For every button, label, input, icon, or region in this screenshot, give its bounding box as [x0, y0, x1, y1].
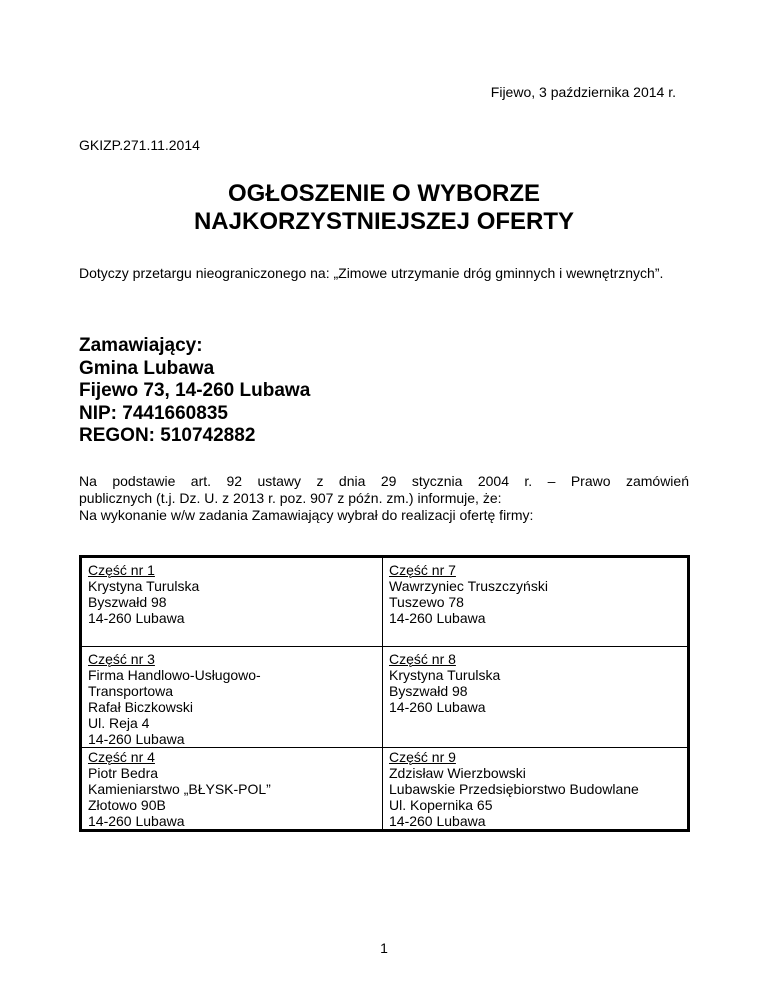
table-row	[81, 647, 689, 748]
part-line: Kamieniarstwo „BŁYSK-POL”	[88, 781, 271, 797]
part-cell-8	[383, 647, 689, 748]
part-heading: Część nr 9	[389, 749, 456, 765]
reference-number: GKIZP.271.11.2014	[79, 137, 200, 153]
part-cell-7	[383, 557, 689, 647]
part-line: Byszwałd 98	[389, 683, 468, 699]
table-row	[81, 748, 689, 831]
part-line: 14-260 Lubawa	[88, 813, 185, 829]
part-heading: Część nr 3	[88, 651, 155, 667]
part-heading: Część nr 7	[389, 562, 456, 578]
part-cell-9	[383, 748, 689, 831]
part-line: Transportowa	[88, 683, 174, 699]
part-line: 14-260 Lubawa	[389, 813, 486, 829]
legal-basis-paragraph	[79, 473, 689, 524]
part-line: Ul. Kopernika 65	[389, 797, 493, 813]
title-line-2: NAJKORZYSTNIEJSZEJ OFERTY	[193, 208, 575, 235]
part-heading: Część nr 4	[88, 749, 155, 765]
part-line: Wawrzyniec Truszczyński	[389, 578, 548, 594]
part-cell-3	[81, 647, 383, 748]
part-line: Złotowo 90B	[88, 797, 166, 813]
part-line: Rafał Biczkowski	[88, 699, 194, 715]
part-line: Lubawskie Przedsiębiorstwo Budowlane	[389, 781, 639, 797]
basis-line-1: Na podstawie art. 92 ustawy z dnia 29 stycznia 2004 r. – Prawo zamówień	[79, 473, 689, 489]
client-address: Fijewo 73, 14-260 Lubawa	[79, 380, 311, 401]
part-line: Krystyna Turulska	[88, 578, 200, 594]
part-cell-1	[81, 557, 383, 647]
selected-offers-table	[79, 555, 690, 832]
part-line: Zdzisław Wierzbowski	[389, 765, 526, 781]
part-line: Ul. Reja 4	[88, 715, 150, 731]
part-line: Firma Handlowo-Usługowo-	[88, 667, 261, 683]
part-line: Tuszewo 78	[389, 594, 464, 610]
part-line: 14-260 Lubawa	[389, 610, 486, 626]
client-nip: NIP: 7441660835	[79, 402, 228, 424]
table-row	[81, 557, 689, 647]
basis-line-3: Na wykonanie w/w zadania Zamawiający wybrał do realizacji ofertę firmy:	[79, 507, 534, 523]
part-line: 14-260 Lubawa	[389, 699, 486, 715]
page-number: 1	[380, 940, 388, 956]
part-line: Krystyna Turulska	[389, 667, 501, 683]
part-cell-4	[81, 748, 383, 831]
client-regon: REGON: 510742882	[79, 425, 256, 446]
contracting-authority	[79, 335, 310, 448]
part-heading: Część nr 8	[389, 651, 456, 667]
part-heading: Część nr 1	[88, 562, 155, 578]
part-line: Byszwałd 98	[88, 594, 167, 610]
part-line: 14-260 Lubawa	[88, 731, 185, 747]
part-line: Piotr Bedra	[88, 765, 159, 781]
part-line: 14-260 Lubawa	[88, 610, 185, 626]
client-label: Zamawiający:	[79, 335, 203, 356]
document-title	[0, 180, 768, 236]
client-name: Gmina Lubawa	[79, 357, 215, 379]
basis-line-2: publicznych (t.j. Dz. U. z 2013 r. poz. 907 z późn. zm.) informuje, że:	[79, 490, 502, 506]
tender-subject: Dotyczy przetargu nieograniczonego na: „Zimowe utrzymanie dróg gminnych i wewnętrznych”.	[79, 265, 664, 281]
title-line-1: OGŁOSZENIE O WYBORZE	[227, 180, 540, 207]
place-and-date: Fijewo, 3 października 2014 r.	[490, 84, 676, 100]
